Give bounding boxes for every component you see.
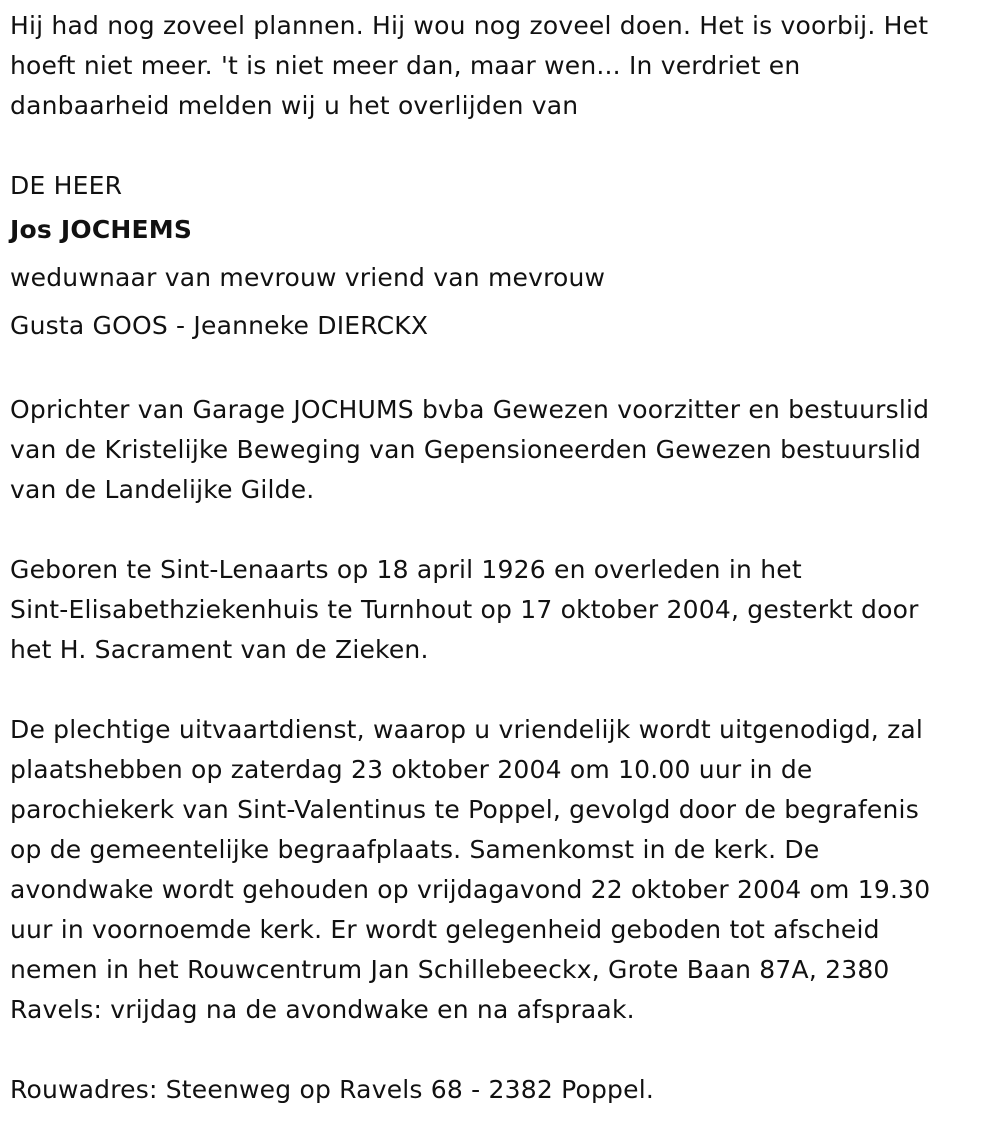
deceased-relation: weduwnaar van mevrouw vriend van mevrouw xyxy=(10,263,606,292)
intro-line-3: danbaarheid melden wij u het overlijden van xyxy=(10,91,579,120)
life-line-1: Geboren te Sint-Lenaarts op 18 april 1926 en overleden in het xyxy=(10,555,802,584)
paragraph-gap xyxy=(10,350,985,390)
paragraph-gap xyxy=(10,1030,985,1070)
deceased-title: DE HEER xyxy=(10,171,123,200)
life-line-2: Sint-Elisabethziekenhuis te Turnhout op 17 oktober 2004, gesterkt door xyxy=(10,595,919,624)
paragraph-gap xyxy=(10,670,985,710)
roles-line-2: van de Kristelijke Beweging van Gepensioneerden Gewezen bestuurslid xyxy=(10,435,922,464)
intro-line-2: hoeft niet meer. 't is niet meer dan, maar wen... In verdriet en xyxy=(10,51,801,80)
funeral-line-5: avondwake wordt gehouden op vrijdagavond 22 oktober 2004 om 19.30 xyxy=(10,875,931,904)
funeral-paragraph xyxy=(10,710,985,1030)
funeral-line-2: plaatshebben op zaterdag 23 oktober 2004 om 10.00 uur in de xyxy=(10,755,813,784)
deceased-name: Jos JOCHEMS xyxy=(10,215,193,244)
funeral-line-8: Ravels: vrijdag na de avondwake en na afspraak. xyxy=(10,995,635,1024)
intro-paragraph xyxy=(10,6,985,126)
funeral-line-1: De plechtige uitvaartdienst, waarop u vriendelijk wordt uitgenodigd, zal xyxy=(10,715,924,744)
roles-line-1: Oprichter van Garage JOCHUMS bvba Gewezen voorzitter en bestuurslid xyxy=(10,395,930,424)
obituary-document xyxy=(10,6,985,1110)
funeral-line-7: nemen in het Rouwcentrum Jan Schillebeeckx, Grote Baan 87A, 2380 xyxy=(10,955,890,984)
funeral-line-3: parochiekerk van Sint-Valentinus te Poppel, gevolgd door de begrafenis xyxy=(10,795,919,824)
paragraph-gap xyxy=(10,510,985,550)
mourning-address: Rouwadres: Steenweg op Ravels 68 - 2382 Poppel. xyxy=(10,1075,654,1104)
address-paragraph xyxy=(10,1070,985,1110)
funeral-line-6: uur in voornoemde kerk. Er wordt gelegenheid geboden tot afscheid xyxy=(10,915,880,944)
life-line-3: het H. Sacrament van de Zieken. xyxy=(10,635,429,664)
paragraph-gap xyxy=(10,126,985,166)
deceased-block xyxy=(10,166,985,350)
funeral-line-4: op de gemeentelijke begraafplaats. Samenkomst in de kerk. De xyxy=(10,835,820,864)
life-paragraph xyxy=(10,550,985,670)
roles-line-3: van de Landelijke Gilde. xyxy=(10,475,315,504)
roles-paragraph xyxy=(10,390,985,510)
intro-line-1: Hij had nog zoveel plannen. Hij wou nog zoveel doen. Het is voorbij. Het xyxy=(10,11,929,40)
deceased-spouses: Gusta GOOS - Jeanneke DIERCKX xyxy=(10,311,429,340)
